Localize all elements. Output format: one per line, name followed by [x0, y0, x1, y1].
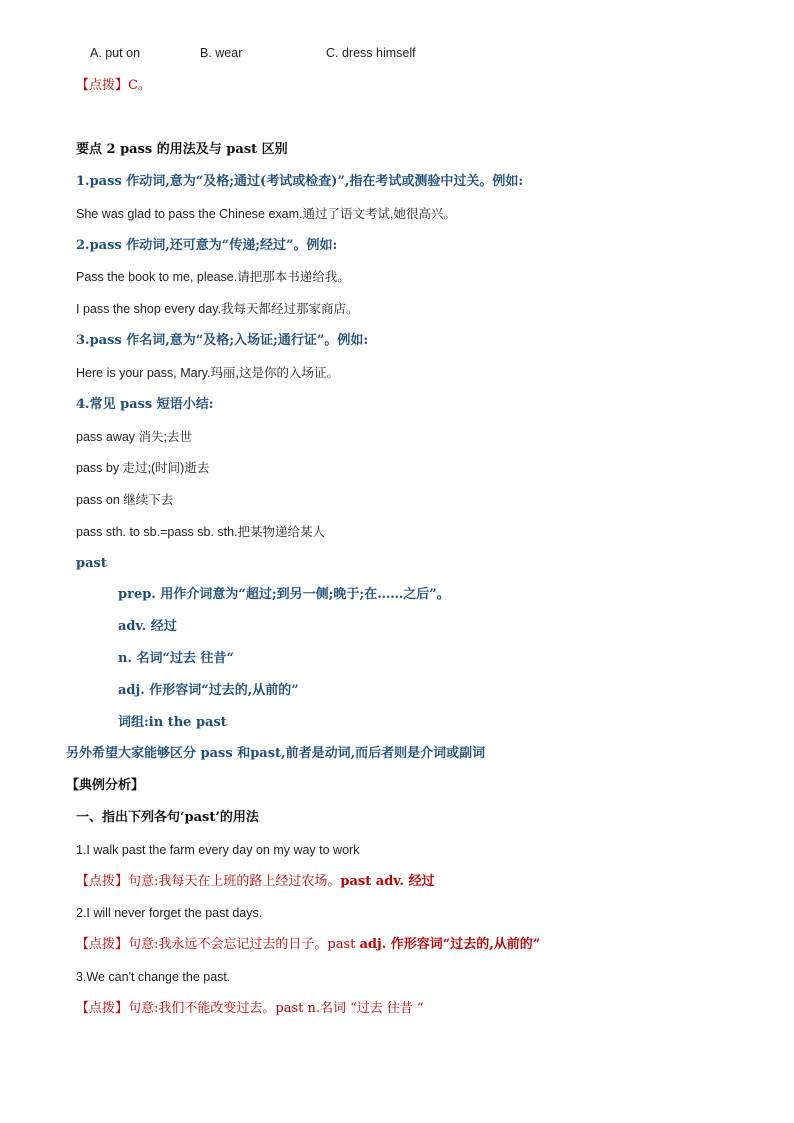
hint-tag: 【点拨】	[76, 78, 129, 93]
answer-text: 句意:我们不能改变过去。past n.名词 “过去 往昔 “	[128, 1001, 424, 1016]
question-1: 1.I walk past the farm every day on my way to work	[76, 843, 360, 857]
point-4: 4.常见 pass 短语小结:	[76, 397, 214, 412]
answer-1	[76, 77, 151, 95]
answer-q2	[76, 936, 540, 954]
point-3: 3.pass 作名词,意为“及格;入场证;通行证”。例如:	[76, 333, 369, 348]
example-2a: Pass the book to me, please.请把那本书递给我。	[76, 270, 350, 284]
past-item-phrase: 词组:in the past	[118, 715, 227, 730]
answer-q3	[76, 1000, 424, 1018]
past-heading: past	[76, 556, 107, 571]
hint-tag: 【点拨】	[76, 1001, 129, 1016]
exercise-title: 一、指出下列各句‘past’的用法	[76, 810, 259, 825]
past-item-adv: adv. 经过	[118, 619, 177, 634]
phrase-item: pass sth. to sb.=pass sb. sth.把某物递给某人	[76, 525, 326, 539]
example-2b: I pass the shop every day.我每天都经过那家商店。	[76, 302, 359, 316]
answer-text: C。	[128, 78, 151, 93]
question-2: 2.I will never forget the past days.	[76, 906, 263, 920]
point-1: 1.pass 作动词,意为“及格;通过(考试或检查)”,指在考试或测验中过关。例如:	[76, 174, 524, 189]
answer-q1	[76, 873, 435, 891]
answer-bold: adj. 作形容词“过去的,从前的”	[359, 937, 541, 952]
analysis-title: 【典例分析】	[66, 778, 145, 793]
phrase-item: pass away 消失;去世	[76, 430, 193, 444]
phrase-item: pass on 继续下去	[76, 493, 174, 507]
question-3: 3.We can't change the past.	[76, 970, 231, 984]
point-2: 2.pass 作动词,还可意为“传递;经过”。例如:	[76, 238, 338, 253]
past-item-prep: prep. 用作介词意为“超过;到另一侧;晚于;在……之后”。	[118, 587, 450, 602]
option-a: A. put on	[90, 46, 141, 60]
past-item-noun: n. 名词“过去 往昔“	[118, 651, 234, 666]
hint-tag: 【点拨】	[76, 874, 129, 889]
answer-text: 句意:我每天在上班的路上经过农场。	[128, 874, 341, 889]
past-item-adj: adj. 作形容词“过去的,从前的”	[118, 683, 299, 698]
answer-bold: past adv. 经过	[340, 874, 435, 889]
hint-tag: 【点拨】	[76, 937, 129, 952]
option-b: B. wear	[200, 46, 243, 60]
phrase-item: pass by 走过;(时间)逝去	[76, 461, 210, 475]
section-title: 要点 2 pass 的用法及与 past 区别	[76, 142, 288, 157]
summary: 另外希望大家能够区分 pass 和past,前者是动词,而后者则是介词或副词	[66, 746, 486, 761]
option-c: C. dress himself	[326, 46, 416, 60]
answer-text: 句意:我永远不会忘记过去的日子。past	[128, 937, 360, 952]
example-1: She was glad to pass the Chinese exam.通过了语文考试,她很高兴。	[76, 207, 456, 221]
example-3: Here is your pass, Mary.玛丽,这是你的入场证。	[76, 366, 340, 380]
